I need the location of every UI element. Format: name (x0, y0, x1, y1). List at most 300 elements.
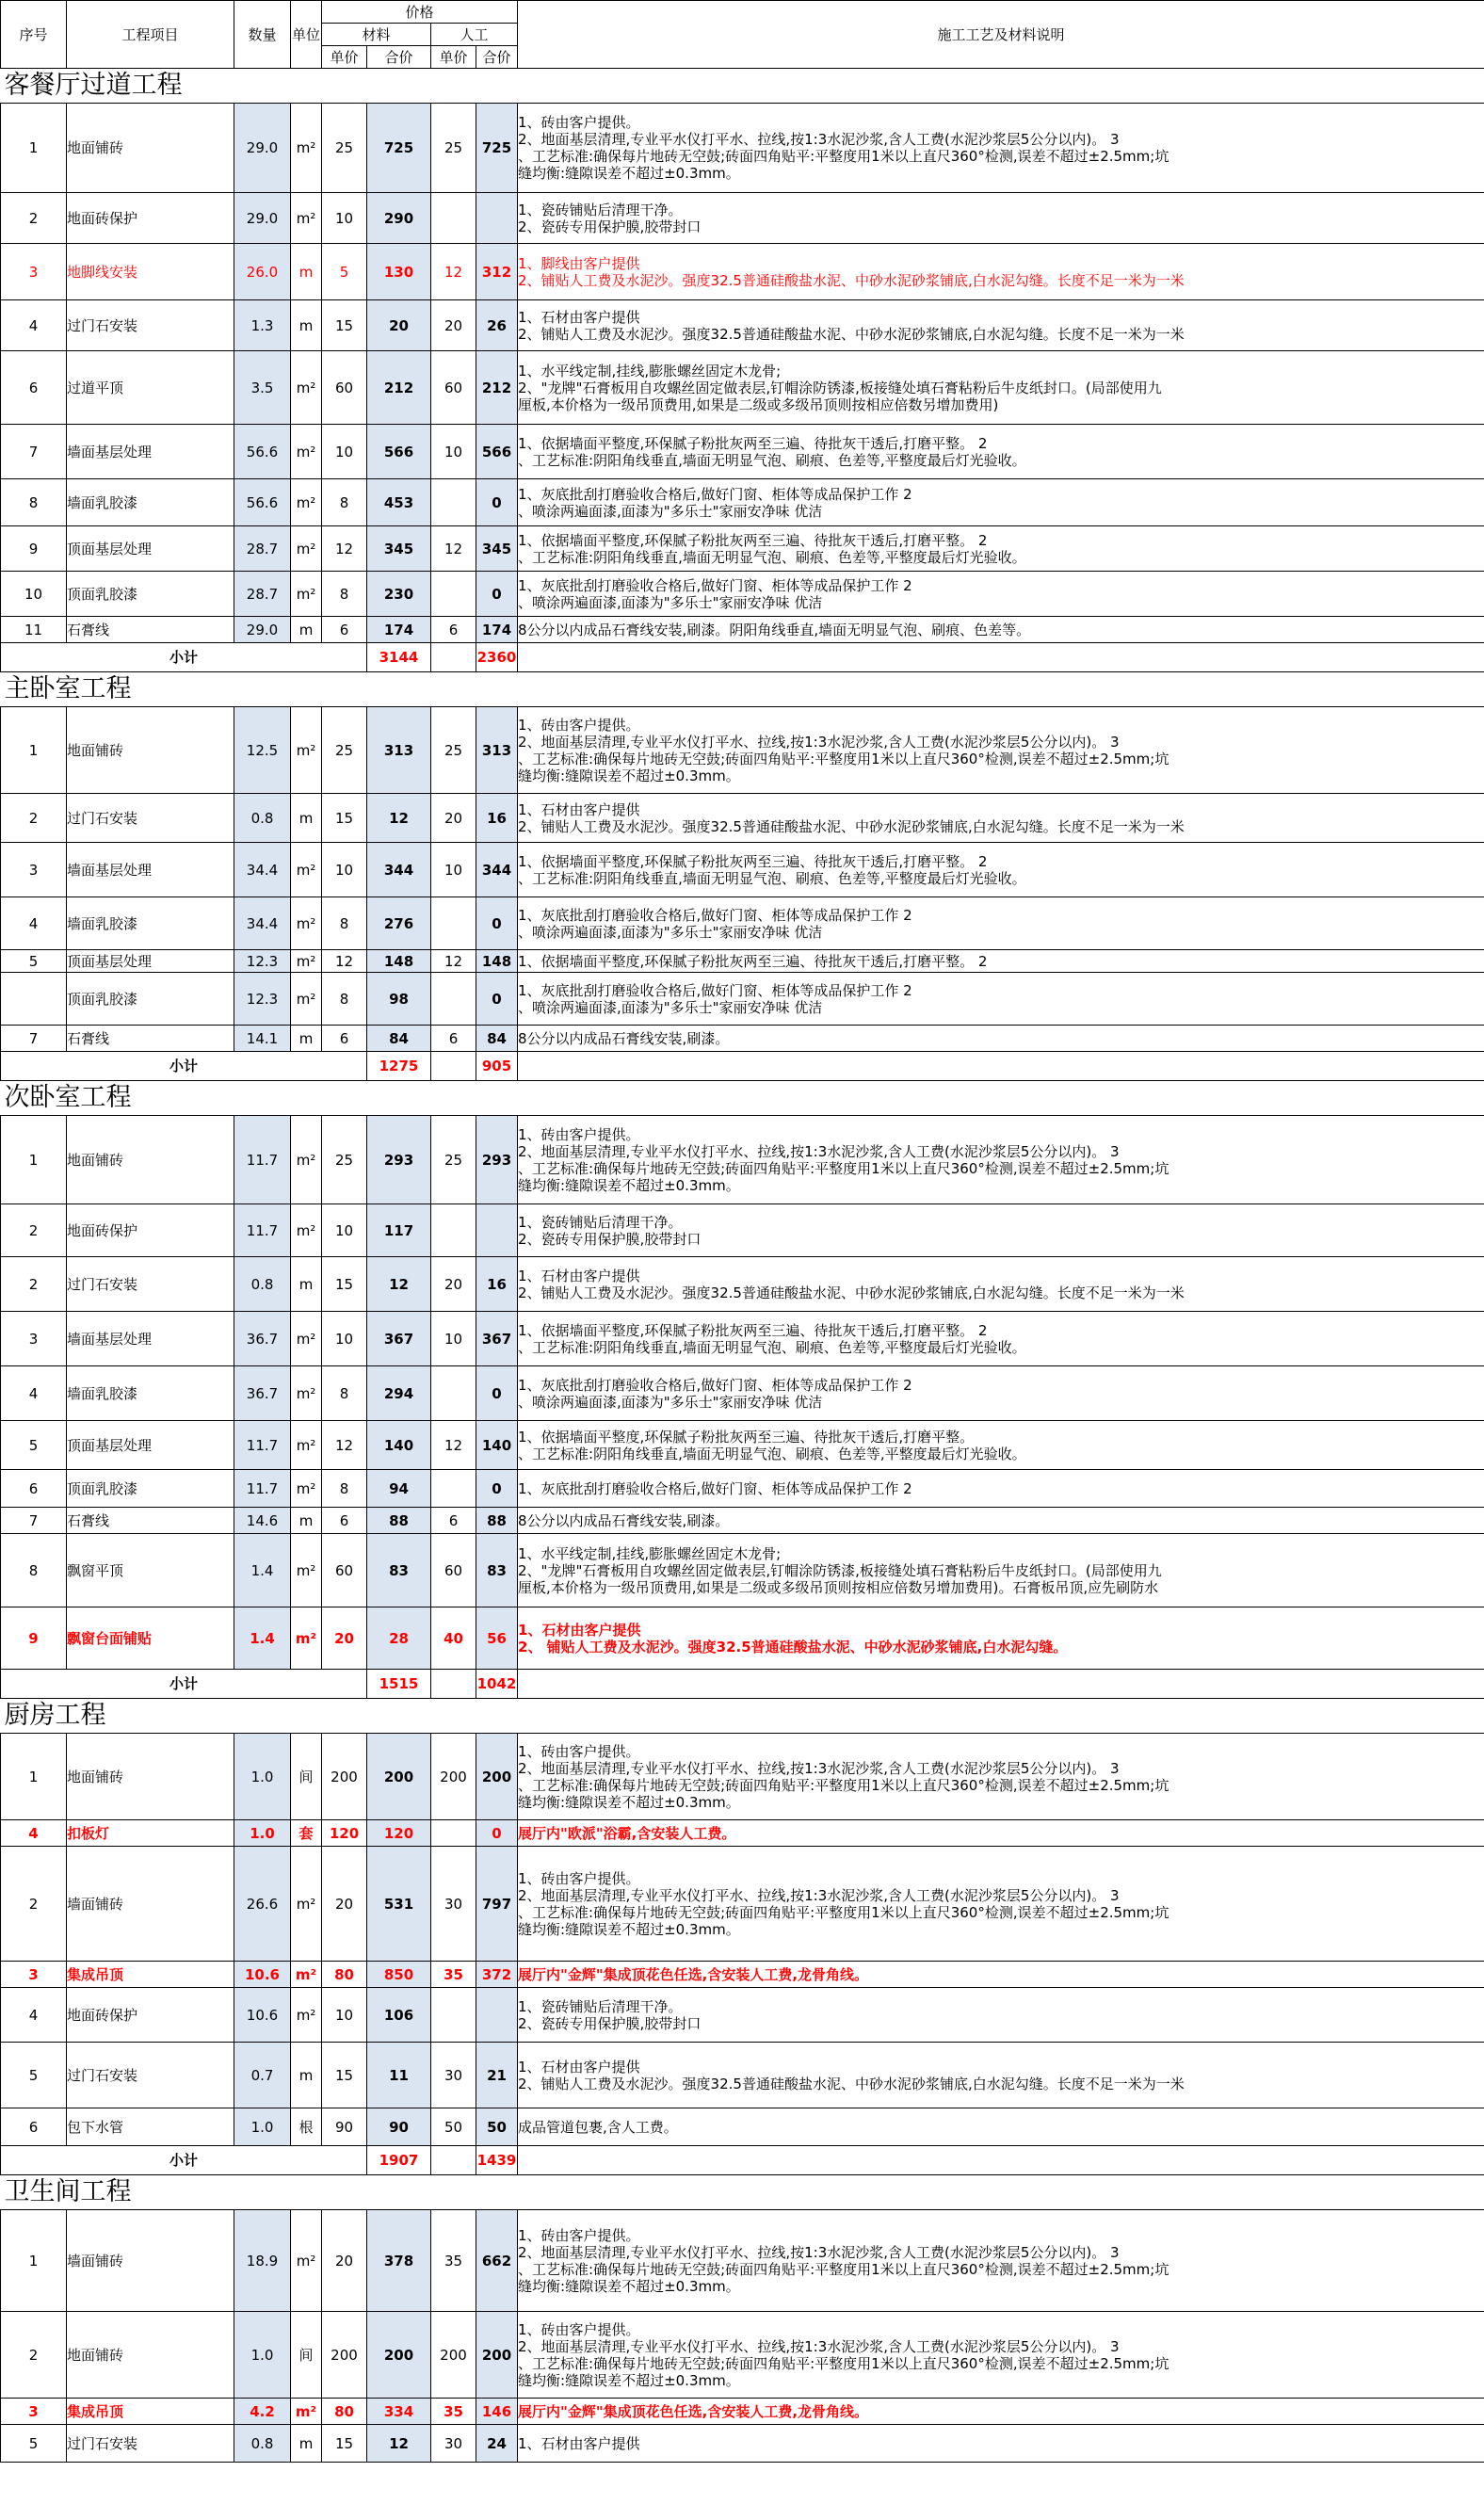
subtotal-desc-blank (518, 643, 1484, 672)
row-labor-total: 140 (476, 1421, 518, 1470)
row-unit: 套 (291, 1820, 322, 1847)
row-project-name: 过门石安装 (67, 300, 234, 351)
row-material-total: 290 (367, 193, 431, 244)
row-quantity: 12.3 (234, 973, 291, 1026)
row-unit: 间 (291, 2312, 322, 2399)
row-material-unit-price: 10 (322, 1204, 367, 1257)
row-quantity: 36.7 (234, 1312, 291, 1366)
row-number: 7 (1, 1508, 67, 1534)
header-project: 工程项目 (67, 1, 234, 69)
table-row (1, 1204, 1484, 1257)
row-labor-unit-price (431, 479, 476, 526)
row-description: 1、瓷砖铺贴后清理干净。 2、瓷砖专用保护膜,胶带封口 (518, 1204, 1484, 1257)
row-material-total: 313 (367, 707, 431, 794)
table-row (1, 843, 1484, 897)
row-material-total: 28 (367, 1607, 431, 1670)
subtotal-material-total: 1515 (367, 1670, 431, 1699)
row-labor-total: 725 (476, 104, 518, 193)
row-labor-unit-price: 200 (431, 2312, 476, 2399)
row-number: 1 (1, 1734, 67, 1820)
row-labor-total: 367 (476, 1312, 518, 1366)
row-unit: m² (291, 193, 322, 244)
subtotal-row (1, 2146, 1484, 2175)
row-material-total: 367 (367, 1312, 431, 1366)
header-unit: 单位 (291, 1, 322, 69)
row-material-unit-price: 90 (322, 2108, 367, 2146)
row-unit: m (291, 1026, 322, 1052)
table-row (1, 950, 1484, 973)
row-material-total: 11 (367, 2043, 431, 2108)
section-title: 客餐厅过道工程 (1, 69, 1484, 104)
row-labor-total: 344 (476, 843, 518, 897)
subtotal-blank (431, 2146, 476, 2175)
subtotal-row (1, 1052, 1484, 1081)
row-number: 6 (1, 2108, 67, 2146)
subtotal-label: 小计 (1, 2146, 367, 2175)
row-project-name: 墙面基层处理 (67, 1312, 234, 1366)
row-labor-unit-price: 25 (431, 707, 476, 794)
row-project-name: 地面铺砖 (67, 1734, 234, 1820)
header-material-total: 合价 (367, 46, 431, 69)
header-material: 材料 (322, 24, 431, 46)
row-project-name: 扣板灯 (67, 1820, 234, 1847)
table-row (1, 1734, 1484, 1820)
header-labor-unit-price: 单价 (431, 46, 476, 69)
row-material-unit-price: 8 (322, 1470, 367, 1508)
row-quantity: 1.0 (234, 1820, 291, 1847)
section-title: 次卧室工程 (1, 1081, 1484, 1116)
row-number: 2 (1, 1847, 67, 1962)
row-number: 6 (1, 351, 67, 425)
table-row (1, 1421, 1484, 1470)
row-material-total: 212 (367, 351, 431, 425)
row-labor-total: 174 (476, 617, 518, 643)
section-title: 主卧室工程 (1, 672, 1484, 707)
row-material-total: 276 (367, 897, 431, 950)
row-material-unit-price: 10 (322, 1312, 367, 1366)
row-description: 8公分以内成品石膏线安装,刷漆。 (518, 1508, 1484, 1534)
table-row (1, 351, 1484, 425)
row-labor-total: 83 (476, 1534, 518, 1607)
row-labor-total (476, 1204, 518, 1257)
row-number: 3 (1, 843, 67, 897)
subtotal-desc-blank (518, 2146, 1484, 2175)
row-number: 4 (1, 1988, 67, 2043)
row-material-total: 378 (367, 2210, 431, 2312)
row-quantity: 12.3 (234, 950, 291, 973)
table-row (1, 2312, 1484, 2399)
row-number: 2 (1, 2312, 67, 2399)
row-material-total: 453 (367, 479, 431, 526)
table-row (1, 526, 1484, 572)
row-labor-total: 0 (476, 897, 518, 950)
row-labor-total: 50 (476, 2108, 518, 2146)
subtotal-label: 小计 (1, 643, 367, 672)
row-material-total: 94 (367, 1470, 431, 1508)
row-material-unit-price: 80 (322, 1962, 367, 1988)
row-quantity: 29.0 (234, 104, 291, 193)
row-project-name: 墙面基层处理 (67, 843, 234, 897)
table-row (1, 104, 1484, 193)
row-description: 1、石材由客户提供 2、 铺贴人工费及水泥沙。强度32.5普通硅酸盐水泥、中砂水泥砂浆铺底,白水泥勾缝。 (518, 1607, 1484, 1670)
subtotal-blank (431, 1052, 476, 1081)
row-material-total: 83 (367, 1534, 431, 1607)
row-unit: m² (291, 950, 322, 973)
row-labor-total: 312 (476, 244, 518, 300)
row-project-name: 顶面基层处理 (67, 526, 234, 572)
row-project-name: 墙面乳胶漆 (67, 897, 234, 950)
row-labor-unit-price (431, 1820, 476, 1847)
row-quantity: 11.7 (234, 1470, 291, 1508)
row-project-name: 顶面乳胶漆 (67, 973, 234, 1026)
row-unit: m² (291, 526, 322, 572)
row-project-name: 顶面乳胶漆 (67, 572, 234, 617)
row-description: 1、石材由客户提供 2、铺贴人工费及水泥沙。强度32.5普通硅酸盐水泥、中砂水泥砂浆铺底,白水泥勾缝。长度不足一米为一米 (518, 300, 1484, 351)
row-unit: m² (291, 1312, 322, 1366)
row-material-total: 12 (367, 1257, 431, 1312)
row-number: 4 (1, 1366, 67, 1421)
row-quantity: 29.0 (234, 617, 291, 643)
row-quantity: 56.6 (234, 425, 291, 479)
row-labor-total: 0 (476, 1366, 518, 1421)
row-labor-unit-price: 60 (431, 1534, 476, 1607)
row-labor-unit-price (431, 1366, 476, 1421)
row-unit: m² (291, 572, 322, 617)
table-row (1, 1116, 1484, 1204)
row-labor-unit-price: 30 (431, 2043, 476, 2108)
row-material-total: 725 (367, 104, 431, 193)
table-row (1, 1847, 1484, 1962)
row-labor-unit-price: 30 (431, 1847, 476, 1962)
row-labor-unit-price: 35 (431, 1962, 476, 1988)
row-quantity: 11.7 (234, 1116, 291, 1204)
row-material-unit-price: 8 (322, 479, 367, 526)
row-material-unit-price: 10 (322, 425, 367, 479)
row-number: 9 (1, 1607, 67, 1670)
row-quantity: 1.0 (234, 2312, 291, 2399)
row-number: 7 (1, 1026, 67, 1052)
subtotal-labor-total: 1439 (476, 2146, 518, 2175)
row-unit: m² (291, 2399, 322, 2425)
row-number: 2 (1, 1204, 67, 1257)
row-material-unit-price: 20 (322, 2210, 367, 2312)
row-description: 1、砖由客户提供。 2、地面基层清理,专业平水仪打平水、拉线,按1:3水泥沙浆,含人工费(水泥沙浆层5公分以内)。 3 、工艺标准:确保每片地砖无空鼓;砖面四角贴平:平整度用1米以上直尺360°检测,误差不超过±2.5mm;坑 缝均衡:缝隙误差不超过±0.3mm。 (518, 1847, 1484, 1962)
row-quantity: 34.4 (234, 843, 291, 897)
row-labor-unit-price (431, 1204, 476, 1257)
row-number: 2 (1, 193, 67, 244)
row-labor-unit-price: 60 (431, 351, 476, 425)
row-material-unit-price: 80 (322, 2399, 367, 2425)
row-labor-total: 200 (476, 2312, 518, 2399)
row-number: 10 (1, 572, 67, 617)
row-quantity: 0.8 (234, 794, 291, 843)
row-number: 1 (1, 2210, 67, 2312)
row-material-unit-price: 25 (322, 104, 367, 193)
row-quantity: 1.0 (234, 1734, 291, 1820)
row-project-name: 墙面乳胶漆 (67, 479, 234, 526)
row-description: 1、砖由客户提供。 2、地面基层清理,专业平水仪打平水、拉线,按1:3水泥沙浆,含人工费(水泥沙浆层5公分以内)。 3 、工艺标准:确保每片地砖无空鼓;砖面四角贴平:平整度用1米以上直尺360°检测,误差不超过±2.5mm;坑 缝均衡:缝隙误差不超过±0.3mm。 (518, 707, 1484, 794)
table-row (1, 617, 1484, 643)
row-labor-unit-price: 20 (431, 794, 476, 843)
row-unit: m² (291, 973, 322, 1026)
row-project-name: 墙面基层处理 (67, 425, 234, 479)
row-material-unit-price: 8 (322, 897, 367, 950)
section-header-row (1, 1699, 1484, 1734)
row-unit: m² (291, 1116, 322, 1204)
row-labor-total: 0 (476, 1820, 518, 1847)
table-row (1, 193, 1484, 244)
row-unit: m² (291, 1988, 322, 2043)
row-material-total: 200 (367, 2312, 431, 2399)
row-quantity: 14.1 (234, 1026, 291, 1052)
row-project-name: 集成吊顶 (67, 2399, 234, 2425)
row-quantity: 0.7 (234, 2043, 291, 2108)
row-quantity: 36.7 (234, 1366, 291, 1421)
row-number: 11 (1, 617, 67, 643)
row-number (1, 973, 67, 1026)
row-number: 4 (1, 1820, 67, 1847)
row-material-total: 12 (367, 794, 431, 843)
row-description: 1、灰底批刮打磨验收合格后,做好门窗、柜体等成品保护工作 2 (518, 1470, 1484, 1508)
row-quantity: 56.6 (234, 479, 291, 526)
row-material-total: 344 (367, 843, 431, 897)
subtotal-label: 小计 (1, 1052, 367, 1081)
row-project-name: 地面铺砖 (67, 1116, 234, 1204)
row-project-name: 石膏线 (67, 1508, 234, 1534)
table-row (1, 1026, 1484, 1052)
row-quantity: 26.6 (234, 1847, 291, 1962)
row-number: 3 (1, 1312, 67, 1366)
row-description: 1、瓷砖铺贴后清理干净。 2、瓷砖专用保护膜,胶带封口 (518, 1988, 1484, 2043)
table-row (1, 425, 1484, 479)
subtotal-blank (431, 643, 476, 672)
row-labor-unit-price: 12 (431, 526, 476, 572)
table-body (1, 69, 1484, 2463)
row-material-unit-price: 60 (322, 1534, 367, 1607)
row-quantity: 26.0 (234, 244, 291, 300)
table-row (1, 2108, 1484, 2146)
row-labor-total: 24 (476, 2425, 518, 2463)
row-project-name: 地面砖保护 (67, 1988, 234, 2043)
section-title: 厨房工程 (1, 1699, 1484, 1734)
row-project-name: 顶面基层处理 (67, 950, 234, 973)
subtotal-material-total: 1907 (367, 2146, 431, 2175)
row-number: 7 (1, 425, 67, 479)
table-row (1, 1470, 1484, 1508)
row-project-name: 集成吊顶 (67, 1962, 234, 1988)
subtotal-labor-total: 1042 (476, 1670, 518, 1699)
row-description: 1、灰底批刮打磨验收合格后,做好门窗、柜体等成品保护工作 2 、喷涂两遍面漆,面漆为"多乐士"家丽安净味 优洁 (518, 897, 1484, 950)
subtotal-blank (431, 1670, 476, 1699)
subtotal-material-total: 1275 (367, 1052, 431, 1081)
row-material-unit-price: 10 (322, 193, 367, 244)
row-project-name: 地面铺砖 (67, 2312, 234, 2399)
row-material-unit-price: 12 (322, 526, 367, 572)
row-project-name: 飘窗台面铺贴 (67, 1607, 234, 1670)
row-project-name: 地面铺砖 (67, 104, 234, 193)
row-material-total: 148 (367, 950, 431, 973)
row-unit: m² (291, 1607, 322, 1670)
row-material-unit-price: 20 (322, 1847, 367, 1962)
table-row (1, 794, 1484, 843)
row-material-total: 20 (367, 300, 431, 351)
row-description: 展厅内"金辉"集成顶花色任选,含安装人工费,龙骨角线。 (518, 2399, 1484, 2425)
row-labor-unit-price: 10 (431, 843, 476, 897)
row-material-unit-price: 5 (322, 244, 367, 300)
row-material-unit-price: 12 (322, 950, 367, 973)
row-unit: m² (291, 104, 322, 193)
row-material-unit-price: 8 (322, 1366, 367, 1421)
row-labor-total: 345 (476, 526, 518, 572)
row-number: 8 (1, 479, 67, 526)
row-labor-unit-price: 200 (431, 1734, 476, 1820)
table-row (1, 2425, 1484, 2463)
row-unit: m² (291, 897, 322, 950)
row-number: 6 (1, 1470, 67, 1508)
table-row (1, 1534, 1484, 1607)
row-description: 成品管道包裹,含人工费。 (518, 2108, 1484, 2146)
row-labor-total: 293 (476, 1116, 518, 1204)
row-quantity: 1.4 (234, 1534, 291, 1607)
row-labor-unit-price: 50 (431, 2108, 476, 2146)
row-quantity: 28.7 (234, 572, 291, 617)
row-material-total: 345 (367, 526, 431, 572)
header-labor: 人工 (431, 24, 518, 46)
row-number: 5 (1, 1421, 67, 1470)
table-row (1, 973, 1484, 1026)
subtotal-labor-total: 905 (476, 1052, 518, 1081)
row-number: 9 (1, 526, 67, 572)
row-quantity: 1.4 (234, 1607, 291, 1670)
row-labor-total: 148 (476, 950, 518, 973)
row-labor-total: 146 (476, 2399, 518, 2425)
row-labor-unit-price (431, 1988, 476, 2043)
row-labor-total: 0 (476, 572, 518, 617)
row-quantity: 1.3 (234, 300, 291, 351)
row-labor-unit-price (431, 193, 476, 244)
row-material-total: 174 (367, 617, 431, 643)
row-labor-unit-price: 25 (431, 1116, 476, 1204)
row-labor-unit-price: 6 (431, 1508, 476, 1534)
row-project-name: 石膏线 (67, 1026, 234, 1052)
row-material-unit-price: 15 (322, 794, 367, 843)
row-labor-unit-price: 12 (431, 244, 476, 300)
row-project-name: 顶面乳胶漆 (67, 1470, 234, 1508)
row-material-unit-price: 10 (322, 843, 367, 897)
row-number: 5 (1, 2043, 67, 2108)
row-material-unit-price: 60 (322, 351, 367, 425)
row-project-name: 墙面乳胶漆 (67, 1366, 234, 1421)
row-number: 1 (1, 104, 67, 193)
row-material-total: 98 (367, 973, 431, 1026)
row-unit: 根 (291, 2108, 322, 2146)
table-row (1, 1820, 1484, 1847)
row-quantity: 11.7 (234, 1204, 291, 1257)
row-material-total: 84 (367, 1026, 431, 1052)
row-labor-unit-price: 10 (431, 425, 476, 479)
row-unit: m² (291, 1534, 322, 1607)
row-unit: m (291, 2043, 322, 2108)
row-labor-total: 88 (476, 1508, 518, 1534)
row-description: 1、石材由客户提供 (518, 2425, 1484, 2463)
row-labor-unit-price (431, 1470, 476, 1508)
row-material-unit-price: 25 (322, 707, 367, 794)
row-labor-unit-price: 35 (431, 2210, 476, 2312)
row-quantity: 14.6 (234, 1508, 291, 1534)
table-row (1, 1988, 1484, 2043)
row-project-name: 墙面铺砖 (67, 1847, 234, 1962)
row-quantity: 0.8 (234, 2425, 291, 2463)
table-row (1, 572, 1484, 617)
row-labor-unit-price (431, 973, 476, 1026)
row-description: 1、砖由客户提供。 2、地面基层清理,专业平水仪打平水、拉线,按1:3水泥沙浆,含人工费(水泥沙浆层5公分以内)。 3 、工艺标准:确保每片地砖无空鼓;砖面四角贴平:平整度用1米以上直尺360°检测,误差不超过±2.5mm;坑 缝均衡:缝隙误差不超过±0.3mm。 (518, 1116, 1484, 1204)
row-labor-unit-price: 6 (431, 617, 476, 643)
row-material-total: 12 (367, 2425, 431, 2463)
row-material-unit-price: 12 (322, 1421, 367, 1470)
row-labor-unit-price: 10 (431, 1312, 476, 1366)
row-unit: m² (291, 1470, 322, 1508)
row-number: 4 (1, 300, 67, 351)
header-qty: 数量 (234, 1, 291, 69)
row-project-name: 顶面基层处理 (67, 1421, 234, 1470)
row-description: 1、灰底批刮打磨验收合格后,做好门窗、柜体等成品保护工作 2 、喷涂两遍面漆,面漆为"多乐士"家丽安净味 优洁 (518, 1366, 1484, 1421)
row-unit: m² (291, 707, 322, 794)
row-description: 1、脚线由客户提供 2、铺贴人工费及水泥沙。强度32.5普通硅酸盐水泥、中砂水泥砂浆铺底,白水泥勾缝。长度不足一米为一米 (518, 244, 1484, 300)
header-desc: 施工工艺及材料说明 (518, 1, 1484, 69)
row-project-name: 过门石安装 (67, 2425, 234, 2463)
row-description: 1、砖由客户提供。 2、地面基层清理,专业平水仪打平水、拉线,按1:3水泥沙浆,含人工费(水泥沙浆层5公分以内)。 3 、工艺标准:确保每片地砖无空鼓;砖面四角贴平:平整度用1米以上直尺360°检测,误差不超过±2.5mm;坑 缝均衡:缝隙误差不超过±0.3mm。 (518, 104, 1484, 193)
row-labor-unit-price: 20 (431, 300, 476, 351)
row-number: 3 (1, 1962, 67, 1988)
header-seq: 序号 (1, 1, 67, 69)
table-row (1, 300, 1484, 351)
table-row (1, 1962, 1484, 1988)
header-material-unit-price: 单价 (322, 46, 367, 69)
row-description: 1、依据墙面平整度,环保腻子粉批灰两至三遍、待批灰干透后,打磨平整。 2 、工艺标准:阴阳角线垂直,墙面无明显气泡、刷痕、色差等,平整度最后灯光验收。 (518, 843, 1484, 897)
row-quantity: 28.7 (234, 526, 291, 572)
row-project-name: 飘窗平顶 (67, 1534, 234, 1607)
row-material-total: 140 (367, 1421, 431, 1470)
row-unit: m (291, 794, 322, 843)
row-material-unit-price: 15 (322, 2425, 367, 2463)
subtotal-material-total: 3144 (367, 643, 431, 672)
row-material-unit-price: 10 (322, 1988, 367, 2043)
row-unit: m² (291, 843, 322, 897)
table-row (1, 1607, 1484, 1670)
section-header-row (1, 2175, 1484, 2210)
row-unit: m² (291, 1366, 322, 1421)
subtotal-labor-total: 2360 (476, 643, 518, 672)
row-unit: m (291, 2425, 322, 2463)
row-project-name: 包下水管 (67, 2108, 234, 2146)
row-project-name: 过门石安装 (67, 2043, 234, 2108)
row-material-total: 293 (367, 1116, 431, 1204)
row-number: 5 (1, 2425, 67, 2463)
row-description: 1、灰底批刮打磨验收合格后,做好门窗、柜体等成品保护工作 2 、喷涂两遍面漆,面漆为"多乐士"家丽安净味 优洁 (518, 973, 1484, 1026)
table-row (1, 1257, 1484, 1312)
table-row (1, 897, 1484, 950)
row-description: 1、依据墙面平整度,环保腻子粉批灰两至三遍、待批灰干透后,打磨平整。 、工艺标准:阴阳角线垂直,墙面无明显气泡、刷痕、色差等,平整度最后灯光验收。 (518, 1421, 1484, 1470)
row-description: 1、瓷砖铺贴后清理干净。 2、瓷砖专用保护膜,胶带封口 (518, 193, 1484, 244)
table-row (1, 244, 1484, 300)
row-quantity: 1.0 (234, 2108, 291, 2146)
row-unit: m² (291, 425, 322, 479)
row-labor-total: 56 (476, 1607, 518, 1670)
row-description: 1、砖由客户提供。 2、地面基层清理,专业平水仪打平水、拉线,按1:3水泥沙浆,含人工费(水泥沙浆层5公分以内)。 3 、工艺标准:确保每片地砖无空鼓;砖面四角贴平:平整度用1米以上直尺360°检测,误差不超过±2.5mm;坑 缝均衡:缝隙误差不超过±0.3mm。 (518, 1734, 1484, 1820)
row-labor-total: 26 (476, 300, 518, 351)
row-labor-unit-price (431, 572, 476, 617)
row-labor-unit-price (431, 897, 476, 950)
